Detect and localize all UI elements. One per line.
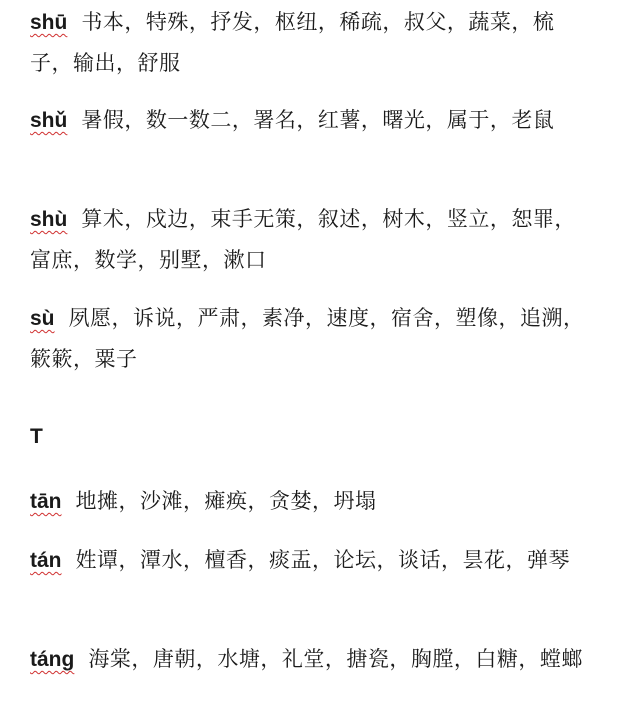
- section-letter: T: [30, 425, 43, 448]
- word-list: 暑假，数一数二，署名，红薯，曙光，属于，老鼠: [81, 108, 555, 132]
- entry-shu4: [30, 199, 590, 281]
- pinyin-label: sù: [30, 307, 55, 330]
- entry-tan1: [30, 481, 590, 522]
- word-list: 夙愿，诉说，严肃，素净，速度，宿舍，塑像，追溯，簌簌，粟子: [30, 306, 585, 371]
- word-list: 书本，特殊，抒发，枢纽，稀疏，叔父，蔬菜，梳子，输出，舒服: [30, 10, 555, 75]
- pinyin-label: shǔ: [30, 109, 68, 132]
- entry-tang2: [30, 639, 590, 680]
- pinyin-label: tán: [30, 549, 62, 572]
- pinyin-label: shū: [30, 11, 68, 34]
- entry-shu3: [30, 100, 590, 141]
- entry-shu1: [30, 2, 590, 84]
- pinyin-label: tān: [30, 490, 62, 513]
- word-list: 地摊，沙滩，瘫痪，贪婪，坍塌: [75, 489, 377, 513]
- word-list: 算术，戍边，束手无策，叙述，树木，竖立，恕罪，富庶，数学，别墅，漱口: [30, 207, 576, 272]
- entry-tan2: [30, 540, 590, 581]
- pinyin-label: táng: [30, 648, 75, 671]
- pinyin-label: shù: [30, 208, 68, 231]
- word-list: 海棠，唐朝，水塘，礼堂，搪瓷，胸膛，白糖，螳螂: [88, 647, 583, 671]
- entry-su4: [30, 298, 590, 380]
- word-list: 姓谭，潭水，檀香，痰盂，论坛，谈话，昙花，弹琴: [75, 548, 570, 572]
